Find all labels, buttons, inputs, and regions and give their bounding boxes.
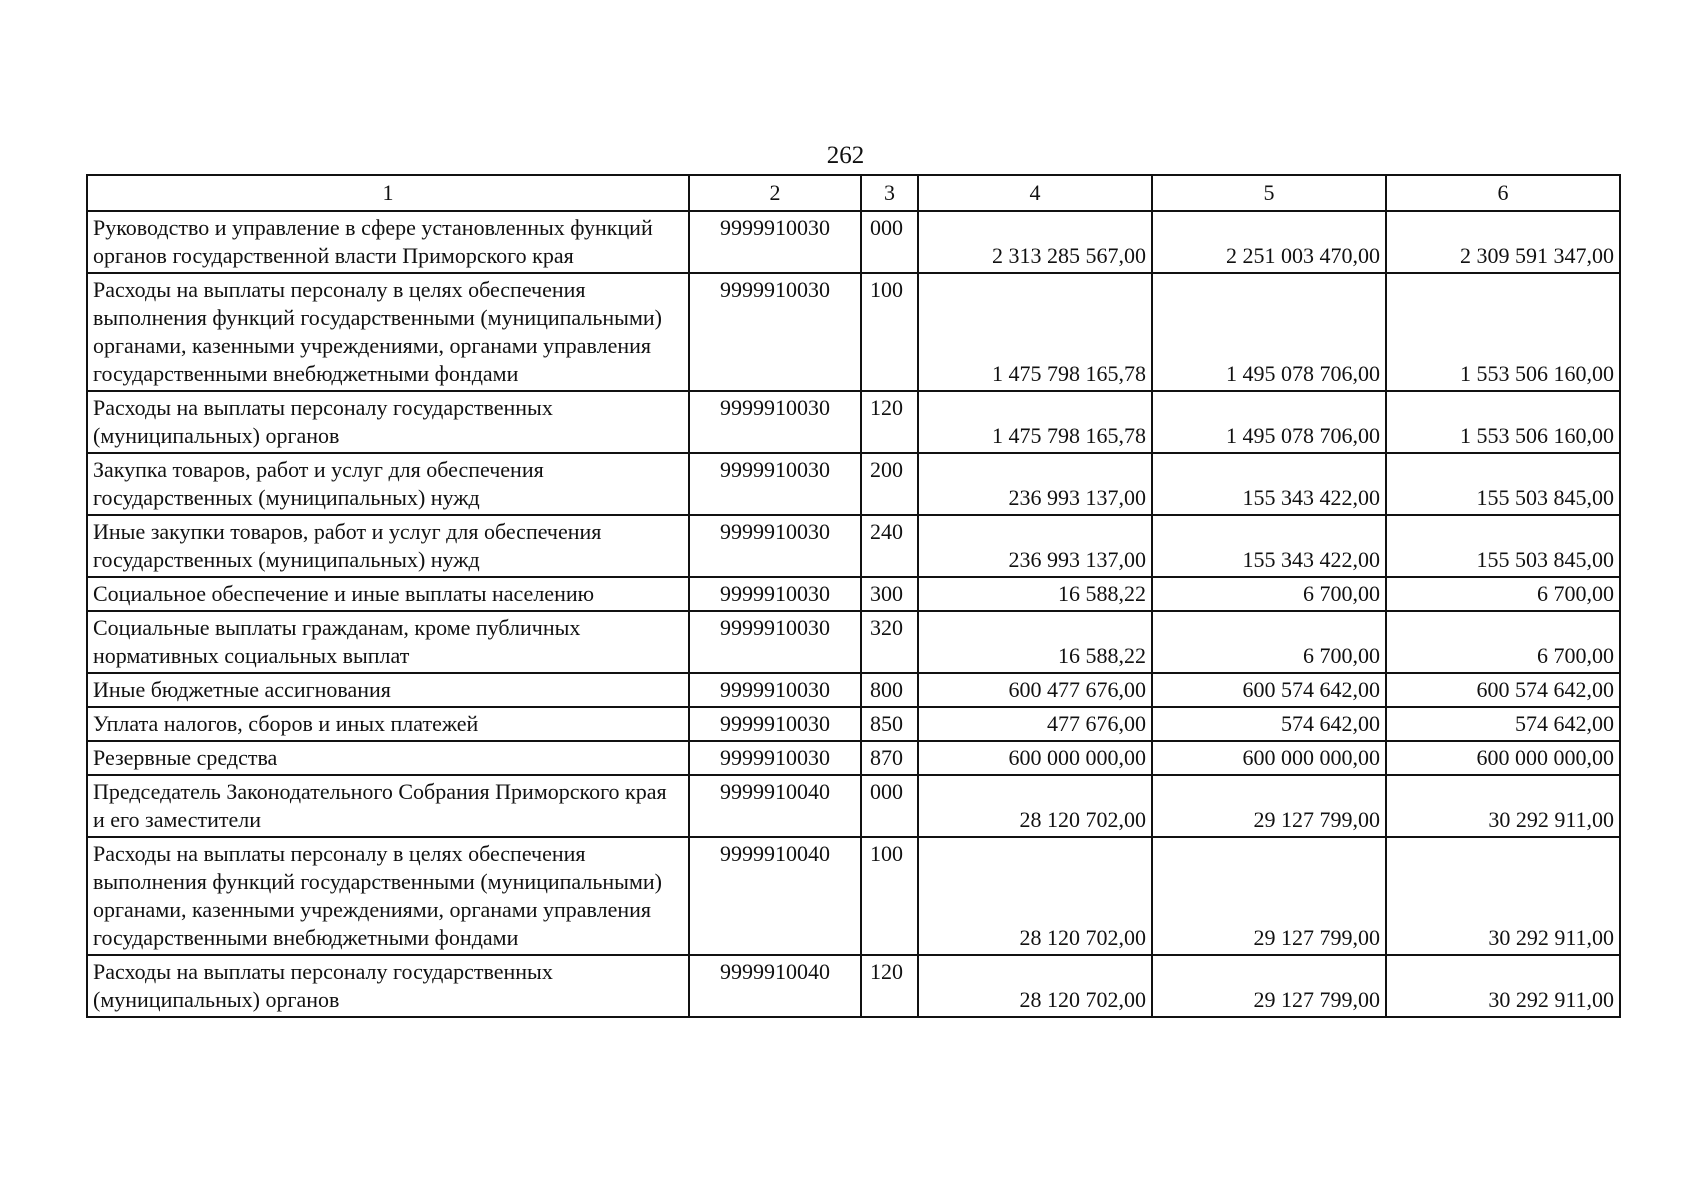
table-row — [87, 391, 1620, 453]
row-code-cell: 9999910030 — [689, 273, 861, 391]
row-amount-col6: 2 309 591 347,00 — [1386, 211, 1620, 273]
row-amount-col6: 600 000 000,00 — [1386, 741, 1620, 775]
row-type-cell: 100 — [861, 837, 918, 955]
row-code-cell: 9999910030 — [689, 391, 861, 453]
row-type-cell: 240 — [861, 515, 918, 577]
table-row — [87, 837, 1620, 955]
row-amount-col4: 28 120 702,00 — [918, 775, 1152, 837]
row-code-cell: 9999910030 — [689, 515, 861, 577]
row-name-cell: Расходы на выплаты персоналу государственных (муниципальных) органов — [87, 391, 689, 453]
budget-table — [86, 174, 1621, 1018]
row-amount-col4: 236 993 137,00 — [918, 453, 1152, 515]
row-type-cell: 100 — [861, 273, 918, 391]
row-amount-col6: 30 292 911,00 — [1386, 775, 1620, 837]
row-amount-col4: 16 588,22 — [918, 577, 1152, 611]
table-row — [87, 453, 1620, 515]
row-amount-col6: 600 574 642,00 — [1386, 673, 1620, 707]
row-type-cell: 120 — [861, 955, 918, 1017]
row-name-cell: Расходы на выплаты персоналу государственных (муниципальных) органов — [87, 955, 689, 1017]
row-name-cell: Иные бюджетные ассигнования — [87, 673, 689, 707]
row-amount-col5: 155 343 422,00 — [1152, 515, 1386, 577]
row-amount-col4: 28 120 702,00 — [918, 837, 1152, 955]
row-amount-col4: 16 588,22 — [918, 611, 1152, 673]
row-amount-col4: 1 475 798 165,78 — [918, 391, 1152, 453]
table-row — [87, 707, 1620, 741]
column-header-1: 1 — [87, 175, 689, 211]
column-header-4: 4 — [918, 175, 1152, 211]
row-amount-col6: 574 642,00 — [1386, 707, 1620, 741]
row-code-cell: 9999910040 — [689, 837, 861, 955]
row-name-cell: Уплата налогов, сборов и иных платежей — [87, 707, 689, 741]
table-row — [87, 775, 1620, 837]
row-name-cell: Председатель Законодательного Собрания Приморского края и его заместители — [87, 775, 689, 837]
row-code-cell: 9999910040 — [689, 775, 861, 837]
row-name-cell: Закупка товаров, работ и услуг для обеспечения государственных (муниципальных) нужд — [87, 453, 689, 515]
row-code-cell: 9999910040 — [689, 955, 861, 1017]
table-body — [87, 211, 1620, 1017]
row-amount-col4: 28 120 702,00 — [918, 955, 1152, 1017]
row-amount-col6: 6 700,00 — [1386, 577, 1620, 611]
row-code-cell: 9999910030 — [689, 577, 861, 611]
row-code-cell: 9999910030 — [689, 211, 861, 273]
row-amount-col5: 29 127 799,00 — [1152, 775, 1386, 837]
row-amount-col5: 29 127 799,00 — [1152, 955, 1386, 1017]
row-type-cell: 200 — [861, 453, 918, 515]
table-header-row — [87, 175, 1620, 211]
row-type-cell: 120 — [861, 391, 918, 453]
row-amount-col5: 574 642,00 — [1152, 707, 1386, 741]
row-type-cell: 000 — [861, 211, 918, 273]
row-code-cell: 9999910030 — [689, 673, 861, 707]
row-amount-col4: 600 477 676,00 — [918, 673, 1152, 707]
column-header-3: 3 — [861, 175, 918, 211]
table-row — [87, 955, 1620, 1017]
table-row — [87, 273, 1620, 391]
table-row — [87, 673, 1620, 707]
row-name-cell: Социальное обеспечение и иные выплаты населению — [87, 577, 689, 611]
row-amount-col5: 600 574 642,00 — [1152, 673, 1386, 707]
row-amount-col5: 155 343 422,00 — [1152, 453, 1386, 515]
row-amount-col6: 30 292 911,00 — [1386, 955, 1620, 1017]
row-amount-col4: 477 676,00 — [918, 707, 1152, 741]
page-number: 262 — [826, 142, 865, 169]
row-amount-col6: 1 553 506 160,00 — [1386, 273, 1620, 391]
row-amount-col6: 6 700,00 — [1386, 611, 1620, 673]
row-amount-col5: 1 495 078 706,00 — [1152, 391, 1386, 453]
row-amount-col5: 29 127 799,00 — [1152, 837, 1386, 955]
table-row — [87, 741, 1620, 775]
row-type-cell: 000 — [861, 775, 918, 837]
row-amount-col6: 155 503 845,00 — [1386, 515, 1620, 577]
row-type-cell: 850 — [861, 707, 918, 741]
row-amount-col5: 2 251 003 470,00 — [1152, 211, 1386, 273]
row-code-cell: 9999910030 — [689, 611, 861, 673]
row-amount-col4: 1 475 798 165,78 — [918, 273, 1152, 391]
column-header-2: 2 — [689, 175, 861, 211]
row-amount-col6: 155 503 845,00 — [1386, 453, 1620, 515]
row-name-cell: Резервные средства — [87, 741, 689, 775]
row-amount-col5: 600 000 000,00 — [1152, 741, 1386, 775]
row-amount-col4: 600 000 000,00 — [918, 741, 1152, 775]
column-header-6: 6 — [1386, 175, 1620, 211]
table-row — [87, 515, 1620, 577]
row-amount-col4: 2 313 285 567,00 — [918, 211, 1152, 273]
row-type-cell: 870 — [861, 741, 918, 775]
table-row — [87, 611, 1620, 673]
row-amount-col6: 30 292 911,00 — [1386, 837, 1620, 955]
table-row — [87, 577, 1620, 611]
row-amount-col6: 1 553 506 160,00 — [1386, 391, 1620, 453]
table-row — [87, 211, 1620, 273]
row-name-cell: Социальные выплаты гражданам, кроме публичных нормативных социальных выплат — [87, 611, 689, 673]
row-type-cell: 320 — [861, 611, 918, 673]
column-header-5: 5 — [1152, 175, 1386, 211]
row-name-cell: Расходы на выплаты персоналу в целях обеспечения выполнения функций государственными (муниципальными) органами, казенными учреждениями, органами управления государственными внебюджетными фондами — [87, 837, 689, 955]
row-amount-col5: 1 495 078 706,00 — [1152, 273, 1386, 391]
row-name-cell: Руководство и управление в сфере установленных функций органов государственной власти Приморского края — [87, 211, 689, 273]
row-name-cell: Иные закупки товаров, работ и услуг для обеспечения государственных (муниципальных) нужд — [87, 515, 689, 577]
row-amount-col5: 6 700,00 — [1152, 611, 1386, 673]
row-type-cell: 300 — [861, 577, 918, 611]
row-amount-col4: 236 993 137,00 — [918, 515, 1152, 577]
row-code-cell: 9999910030 — [689, 741, 861, 775]
row-name-cell: Расходы на выплаты персоналу в целях обеспечения выполнения функций государственными (муниципальными) органами, казенными учреждениями, органами управления государственными внебюджетными фондами — [87, 273, 689, 391]
row-amount-col5: 6 700,00 — [1152, 577, 1386, 611]
row-type-cell: 800 — [861, 673, 918, 707]
row-code-cell: 9999910030 — [689, 707, 861, 741]
row-code-cell: 9999910030 — [689, 453, 861, 515]
